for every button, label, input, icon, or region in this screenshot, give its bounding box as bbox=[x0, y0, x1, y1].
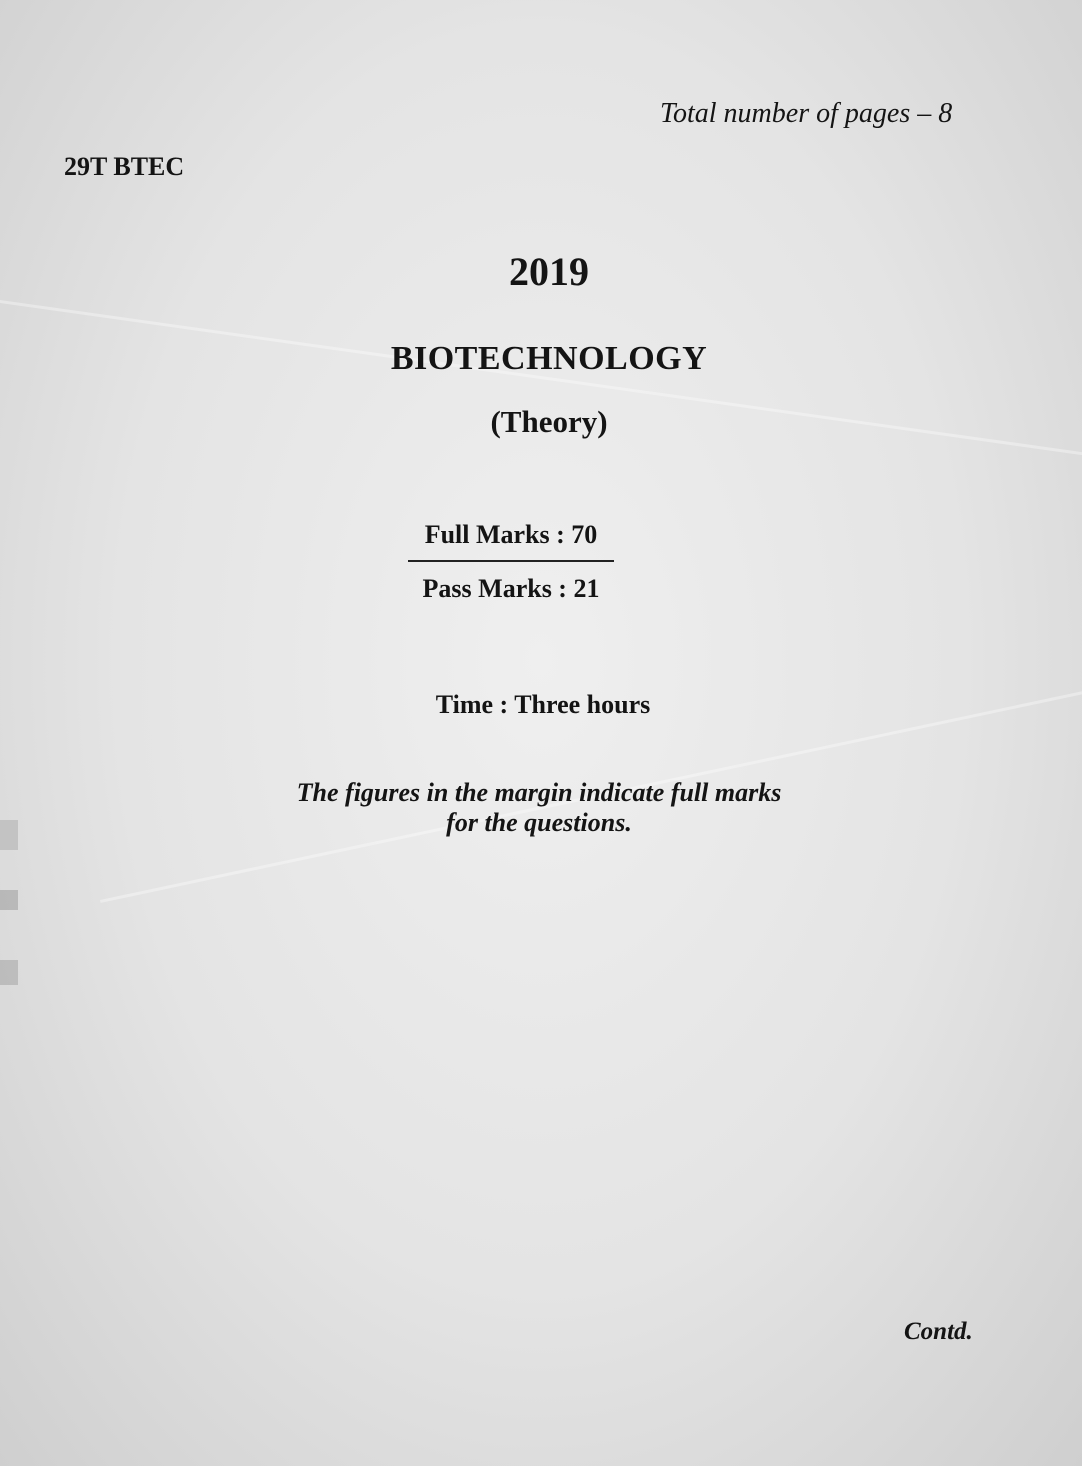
marks-divider bbox=[408, 560, 614, 562]
marks-block bbox=[408, 520, 614, 604]
instruction-text bbox=[0, 778, 1080, 838]
paper-crease bbox=[0, 300, 1082, 470]
binding-edge bbox=[0, 960, 18, 985]
subject-title: BIOTECHNOLOGY bbox=[390, 340, 708, 377]
paper-type: (Theory) bbox=[490, 404, 608, 439]
paper-code: 29T BTEC bbox=[64, 152, 185, 181]
pass-marks: Pass Marks : 21 bbox=[422, 574, 600, 603]
exam-duration: Time : Three hours bbox=[435, 690, 651, 719]
full-marks: Full Marks : 70 bbox=[424, 520, 598, 549]
total-pages: Total number of pages – 8 bbox=[660, 98, 953, 129]
continued-label: Contd. bbox=[904, 1318, 973, 1345]
binding-edge bbox=[0, 890, 18, 910]
exam-year: 2019 bbox=[509, 249, 589, 294]
instruction-line-2: for the questions. bbox=[446, 808, 632, 837]
instruction-line-1: The figures in the margin indicate full marks bbox=[296, 778, 782, 807]
